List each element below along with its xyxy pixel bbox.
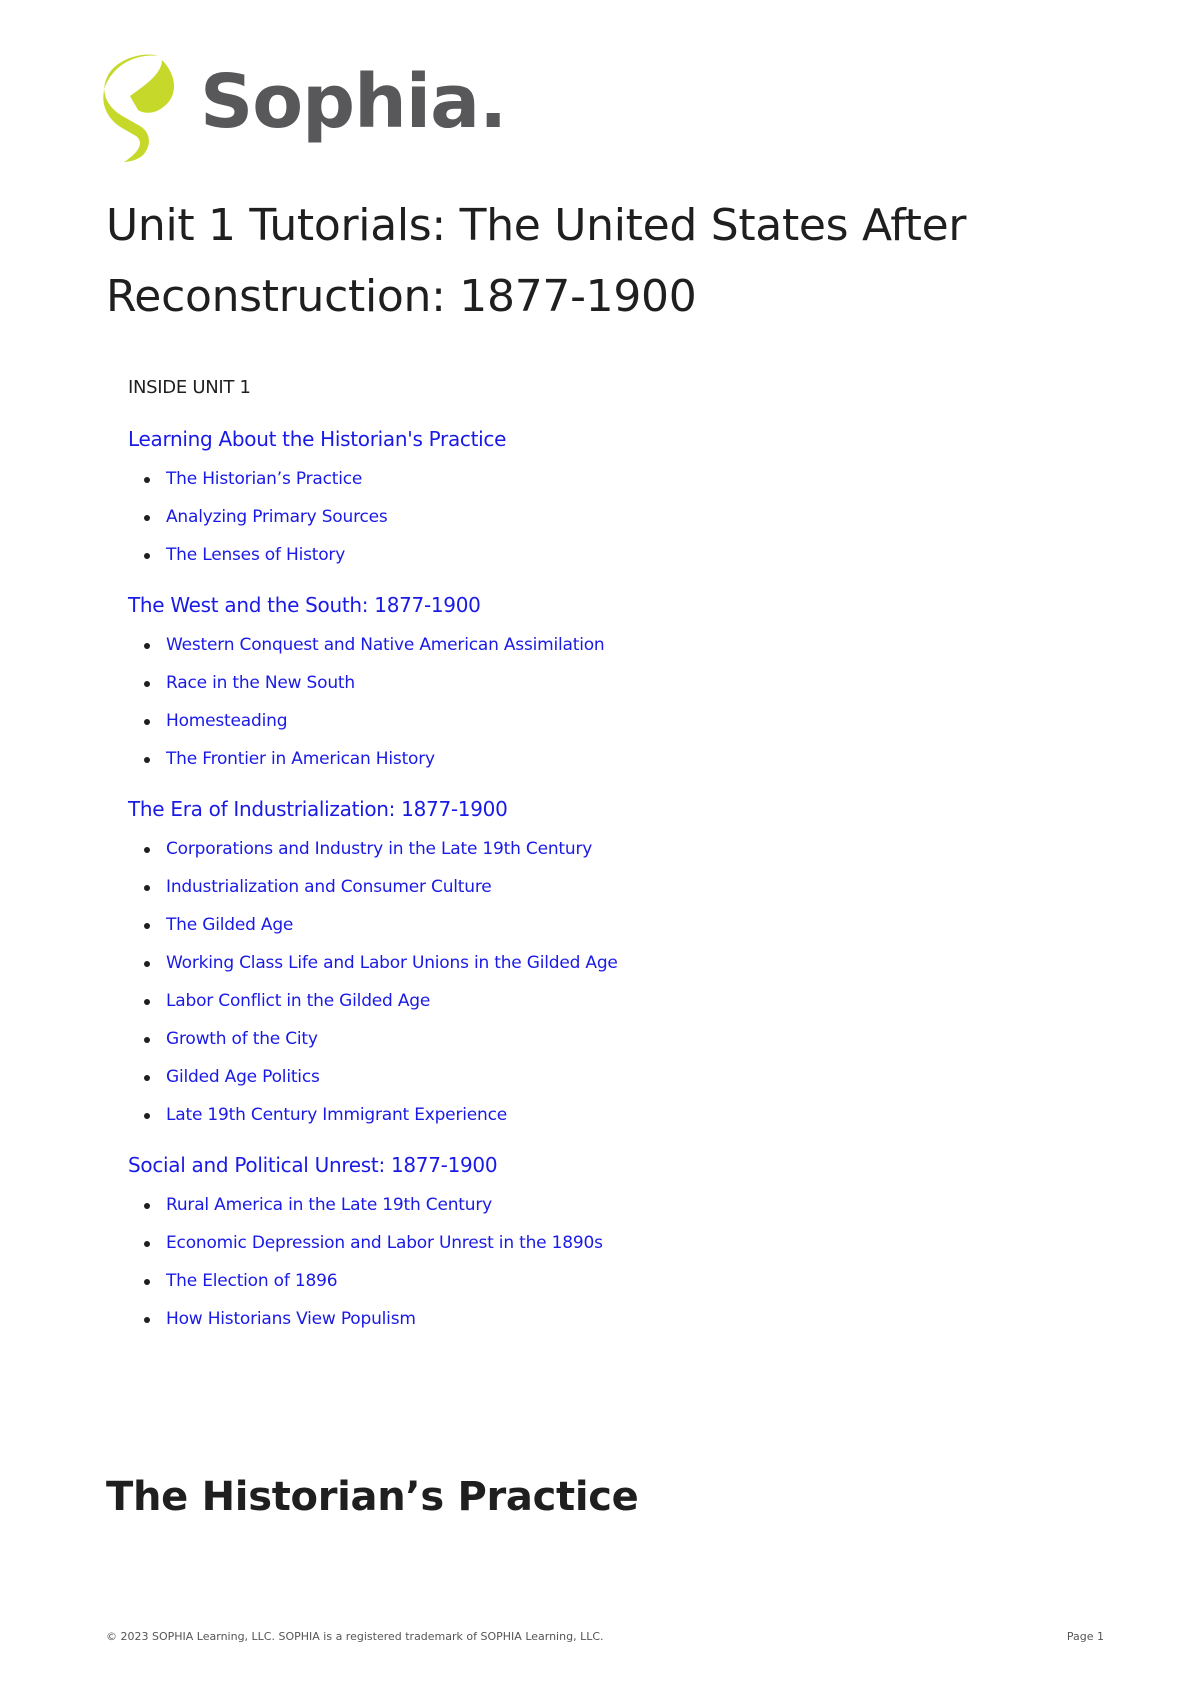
- toc-item-link[interactable]: The Lenses of History: [166, 545, 346, 565]
- toc-item-link[interactable]: Labor Conflict in the Gilded Age: [166, 991, 431, 1011]
- toc-item: [144, 542, 1028, 580]
- toc-item: [144, 504, 1028, 542]
- toc-item-link[interactable]: Corporations and Industry in the Late 19th Century: [166, 839, 593, 859]
- document-title: Unit 1 Tutorials: The United States After Reconstruction: 1877-1900: [106, 200, 967, 322]
- toc-item: [144, 1230, 1028, 1268]
- toc-item: [144, 1064, 1028, 1102]
- toc-item-link[interactable]: Gilded Age Politics: [166, 1067, 320, 1087]
- toc-item-link[interactable]: Growth of the City: [166, 1029, 318, 1049]
- toc-item-link[interactable]: Economic Depression and Labor Unrest in the 1890s: [166, 1233, 603, 1253]
- toc-item-link[interactable]: Western Conquest and Native American Assimilation: [166, 635, 605, 655]
- toc-section: [128, 796, 1028, 1140]
- toc-section: [128, 1152, 1028, 1344]
- sophia-wordmark: Sophia.: [200, 59, 507, 145]
- toc-item: [144, 1026, 1028, 1064]
- toc-section-link[interactable]: The Era of Industrialization: 1877-1900: [128, 797, 508, 821]
- section-heading: The Historian’s Practice: [106, 1474, 639, 1520]
- toc-item: [144, 988, 1028, 1026]
- page-footer: [106, 1630, 1104, 1643]
- toc-item-link[interactable]: The Frontier in American History: [166, 749, 435, 769]
- toc-item: [144, 1192, 1028, 1230]
- toc-item: [144, 708, 1028, 746]
- toc-item-link[interactable]: Homesteading: [166, 711, 288, 731]
- toc-item: [144, 912, 1028, 950]
- toc-section: [128, 592, 1028, 784]
- toc-list: [128, 1192, 1028, 1344]
- toc-list: [128, 632, 1028, 784]
- unit-table-of-contents: [128, 426, 1028, 1356]
- toc-item: [144, 836, 1028, 874]
- toc-item: [144, 1268, 1028, 1306]
- toc-item: [144, 950, 1028, 988]
- toc-item-link[interactable]: The Historian’s Practice: [166, 469, 363, 489]
- toc-item-link[interactable]: Late 19th Century Immigrant Experience: [166, 1105, 507, 1125]
- footer-page-number: Page 1: [1066, 1630, 1104, 1643]
- toc-item: [144, 466, 1028, 504]
- toc-item: [144, 632, 1028, 670]
- toc-item: [144, 874, 1028, 912]
- toc-item-link[interactable]: Analyzing Primary Sources: [166, 507, 388, 527]
- toc-item-link[interactable]: How Historians View Populism: [166, 1309, 416, 1329]
- toc-item-link[interactable]: The Gilded Age: [166, 915, 294, 935]
- toc-section-link[interactable]: Learning About the Historian's Practice: [128, 427, 507, 451]
- sophia-logo: [100, 52, 506, 162]
- toc-item-link[interactable]: Working Class Life and Labor Unions in the Gilded Age: [166, 953, 618, 973]
- toc-section: [128, 426, 1028, 580]
- toc-item-link[interactable]: The Election of 1896: [166, 1271, 338, 1291]
- toc-list: [128, 836, 1028, 1140]
- toc-item: [144, 1102, 1028, 1140]
- toc-section-link[interactable]: Social and Political Unrest: 1877-1900: [128, 1153, 498, 1177]
- toc-item-link[interactable]: Race in the New South: [166, 673, 355, 693]
- toc-item: [144, 1306, 1028, 1344]
- toc-item: [144, 746, 1028, 784]
- footer-copyright: © 2023 SOPHIA Learning, LLC. SOPHIA is a registered trademark of SOPHIA Learning, LLC.: [106, 1630, 604, 1643]
- inside-unit-label: INSIDE UNIT 1: [128, 377, 251, 398]
- toc-item-link[interactable]: Industrialization and Consumer Culture: [166, 877, 492, 897]
- sophia-logo-mark-icon: [100, 52, 180, 162]
- toc-item-link[interactable]: Rural America in the Late 19th Century: [166, 1195, 492, 1215]
- toc-item: [144, 670, 1028, 708]
- toc-section-link[interactable]: The West and the South: 1877-1900: [128, 593, 481, 617]
- toc-list: [128, 466, 1028, 580]
